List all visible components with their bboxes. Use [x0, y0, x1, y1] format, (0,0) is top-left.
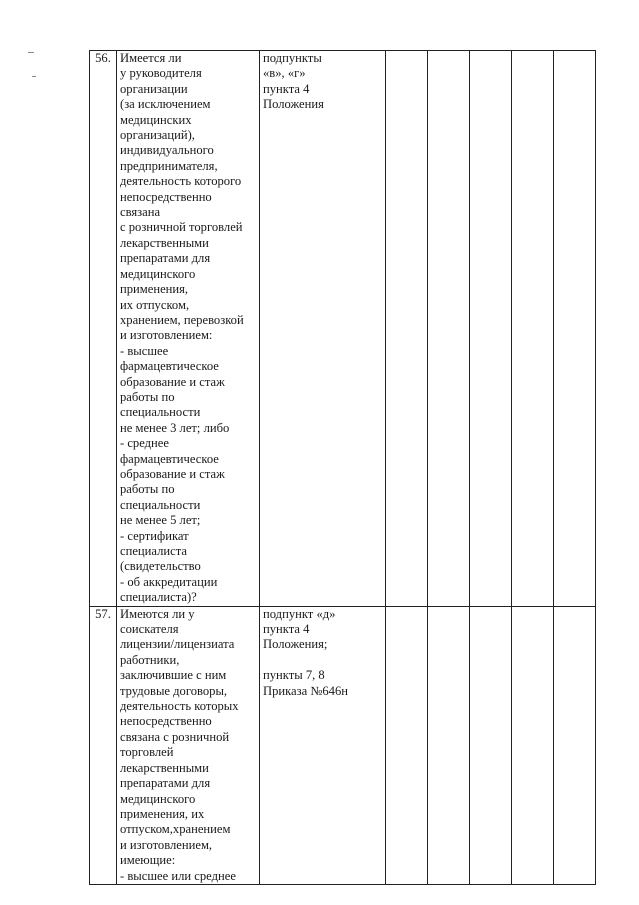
text-line: препаратами для [120, 776, 211, 791]
text-line: торговлей [120, 745, 174, 760]
text-line: хранением, перевозкой [120, 312, 244, 327]
text-line: работы по [120, 389, 175, 404]
text-line: лекарственными [120, 235, 209, 250]
text-line: Положения [263, 97, 324, 112]
text-line: специальности [120, 405, 201, 420]
text-line: у руководителя [120, 66, 202, 81]
text-line: не менее 5 лет; [120, 513, 201, 528]
text-line: - высшее или среднее [120, 868, 236, 883]
text-line: специальности [120, 497, 201, 512]
text-line: лекарственными [120, 760, 209, 775]
answer-cell [512, 606, 554, 884]
answer-cell [470, 606, 512, 884]
text-line: организаций), [120, 128, 195, 143]
scan-artifact [28, 52, 34, 53]
text-line: трудовые договоры, [120, 683, 228, 698]
answer-cell [428, 51, 470, 607]
text-line: медицинского [120, 791, 196, 806]
reference-cell [260, 51, 386, 607]
scan-artifact [32, 76, 36, 77]
text-line: и изготовлением: [120, 328, 213, 343]
text-line: подпункт «д» [263, 606, 336, 621]
text-line: непосредственно [120, 714, 212, 729]
text-line: медицинского [120, 266, 196, 281]
text-line: (свидетельство [120, 559, 201, 574]
answer-cell [386, 51, 428, 607]
text-line: лицензии/лицензиата [120, 637, 235, 652]
row-number: 56. [90, 51, 117, 607]
text-line: Положения; [263, 637, 328, 652]
text-line: специалиста)? [120, 590, 197, 605]
text-line: непосредственно [120, 189, 212, 204]
text-line: пункты 7, 8 [263, 668, 325, 683]
text-line: заключившие с ним [120, 668, 227, 683]
text-line: пункта 4 [263, 81, 310, 96]
text-line: фармацевтическое [120, 359, 219, 374]
answer-cell [554, 606, 596, 884]
text-line: «в», «г» [263, 66, 306, 81]
reference-cell [260, 606, 386, 884]
text-line: образование и стаж [120, 466, 225, 481]
text-line: работники, [120, 652, 180, 667]
text-line: организации [120, 81, 188, 96]
table-row [90, 51, 596, 607]
text-line: применения, их [120, 806, 205, 821]
text-line: деятельность которых [120, 699, 239, 714]
row-number: 57. [90, 606, 117, 884]
text-line: работы по [120, 482, 175, 497]
text-line: подпункты [263, 51, 322, 65]
text-line: - об аккредитации [120, 574, 218, 589]
answer-cell [554, 51, 596, 607]
text-line: Имеется ли [120, 51, 182, 65]
checklist-table [89, 50, 596, 885]
text-line: фармацевтическое [120, 451, 219, 466]
text-line: образование и стаж [120, 374, 225, 389]
text-line: соискателя [120, 622, 179, 637]
text-line: Приказа №646н [263, 683, 349, 698]
text-line: препаратами для [120, 251, 211, 266]
text-line [263, 653, 382, 668]
text-line: специалиста [120, 544, 187, 558]
text-line: индивидуального [120, 143, 214, 158]
text-line: пункта 4 [263, 622, 310, 637]
text-line: связана с розничной [120, 729, 230, 744]
question-cell [117, 51, 260, 607]
text-line: отпуском,хранением [120, 822, 231, 837]
table-row [90, 606, 596, 884]
answer-cell [470, 51, 512, 607]
text-line: и изготовлением, [120, 837, 213, 852]
text-line: не менее 3 лет; либо [120, 420, 230, 435]
text-line: Имеются ли у [120, 606, 195, 621]
text-line: (за исключением [120, 97, 211, 112]
answer-cell [428, 606, 470, 884]
text-line: имеющие: [120, 853, 176, 868]
text-line: медицинских [120, 112, 192, 127]
text-line: связана [120, 205, 161, 220]
text-line: их отпуском, [120, 297, 190, 312]
question-cell [117, 606, 260, 884]
text-line: - сертификат [120, 528, 189, 543]
answer-cell [386, 606, 428, 884]
text-line: предпринимателя, [120, 158, 218, 173]
text-line: с розничной торговлей [120, 220, 243, 235]
text-line: применения, [120, 282, 189, 297]
answer-cell [512, 51, 554, 607]
text-line: - высшее [120, 343, 169, 358]
text-line: - среднее [120, 436, 169, 451]
text-line: деятельность которого [120, 174, 242, 189]
